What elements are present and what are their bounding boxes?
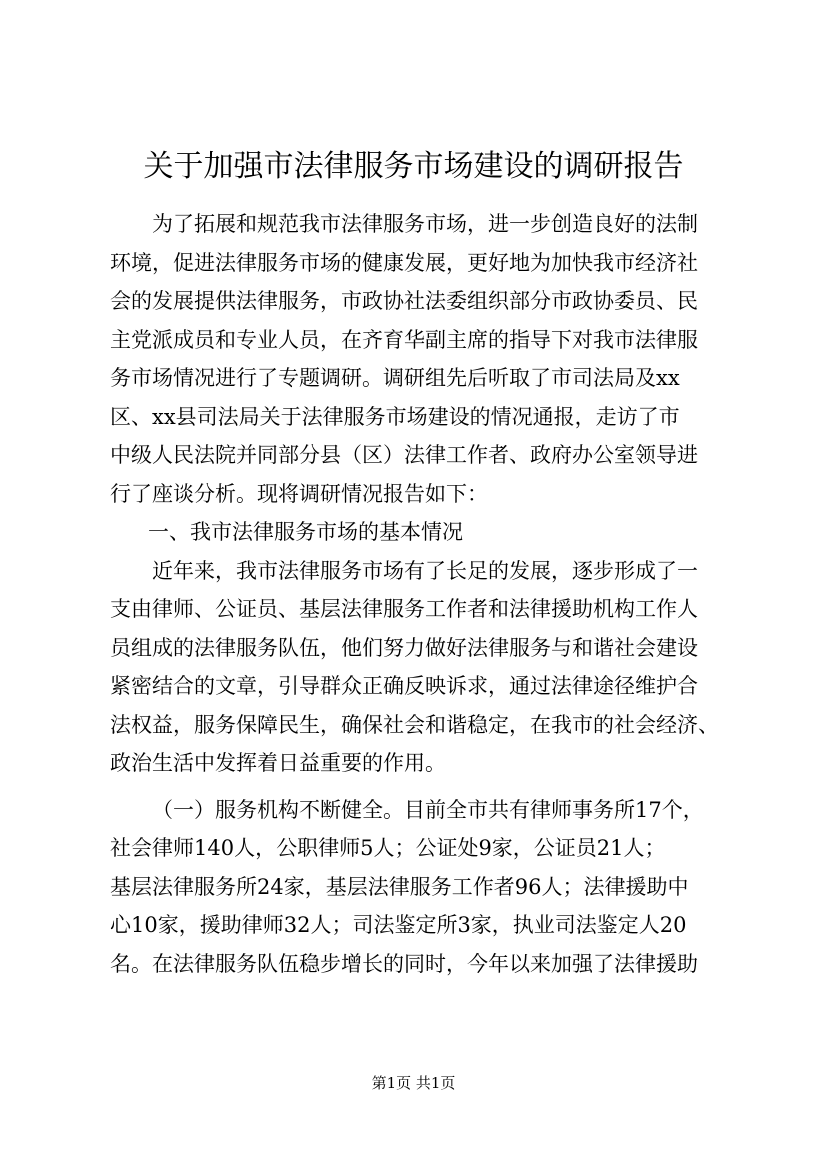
paragraph-line: 行了座谈分析。现将调研情况报告如下：: [110, 481, 488, 506]
paragraph-line: 员组成的法律服务队伍，他们努力做好法律服务与和谐社会建设: [110, 635, 698, 660]
paragraph-line: 紧密结合的文章，引导群众正确反映诉求，通过法律途径维护合: [110, 674, 698, 698]
paragraph-line: 心10家，援助律师32人；司法鉴定所3家，执业司法鉴定人20: [110, 913, 687, 937]
section-heading: 一、我市法律服务市场的基本情况: [148, 520, 463, 544]
paragraph-line: 社会律师140人，公职律师5人；公证处9家，公证员21人；: [110, 836, 666, 860]
paragraph-gap: [110, 783, 738, 791]
paragraph-line: 会的发展提供法律服务，市政协社法委组织部分市政协委员、民: [110, 289, 698, 313]
paragraph-line: 为了拓展和规范我市法律服务市场，进一步创造良好的法制: [152, 212, 698, 236]
page-footer: 第1页 共1页: [371, 1074, 456, 1092]
paragraph-line: 主党派成员和专业人员，在齐育华副主席的指导下对我市法律服: [110, 327, 698, 352]
paragraph-line: 支由律师、公证员、基层法律服务工作者和法律援助机构工作人: [110, 597, 698, 621]
paragraph-line: 中级人民法院并同部分县（区）法律工作者、政府办公室领导进: [110, 443, 698, 467]
paragraph-line: 法权益，服务保障民生，确保社会和谐稳定，在我市的社会经济、: [110, 712, 719, 737]
paragraph-line: 基层法律服务所24家，基层法律服务工作者96人；法律援助中: [110, 874, 689, 899]
paragraph-line: 环境，促进法律服务市场的健康发展，更好地为加快我市经济社: [110, 250, 698, 275]
document-title: 关于加强市法律服务市场建设的调研报告: [143, 149, 684, 184]
paragraph-line: （一）服务机构不断健全。目前全市共有律师事务所17个，: [152, 797, 704, 822]
paragraph-line: 务市场情况进行了专题调研。调研组先后听取了市司法局及xx: [110, 366, 680, 390]
document-body: [110, 205, 738, 983]
paragraph-line: 政治生活中发挥着日益重要的作用。: [110, 751, 446, 775]
paragraph-line: 区、xx县司法局关于法律服务市场建设的情况通报，走访了市: [110, 404, 680, 429]
paragraph-line: 近年来，我市法律服务市场有了长足的发展，逐步形成了一: [152, 558, 698, 583]
paragraph-line: 名。在法律服务队伍稳步增长的同时，今年以来加强了法律援助: [110, 951, 698, 976]
